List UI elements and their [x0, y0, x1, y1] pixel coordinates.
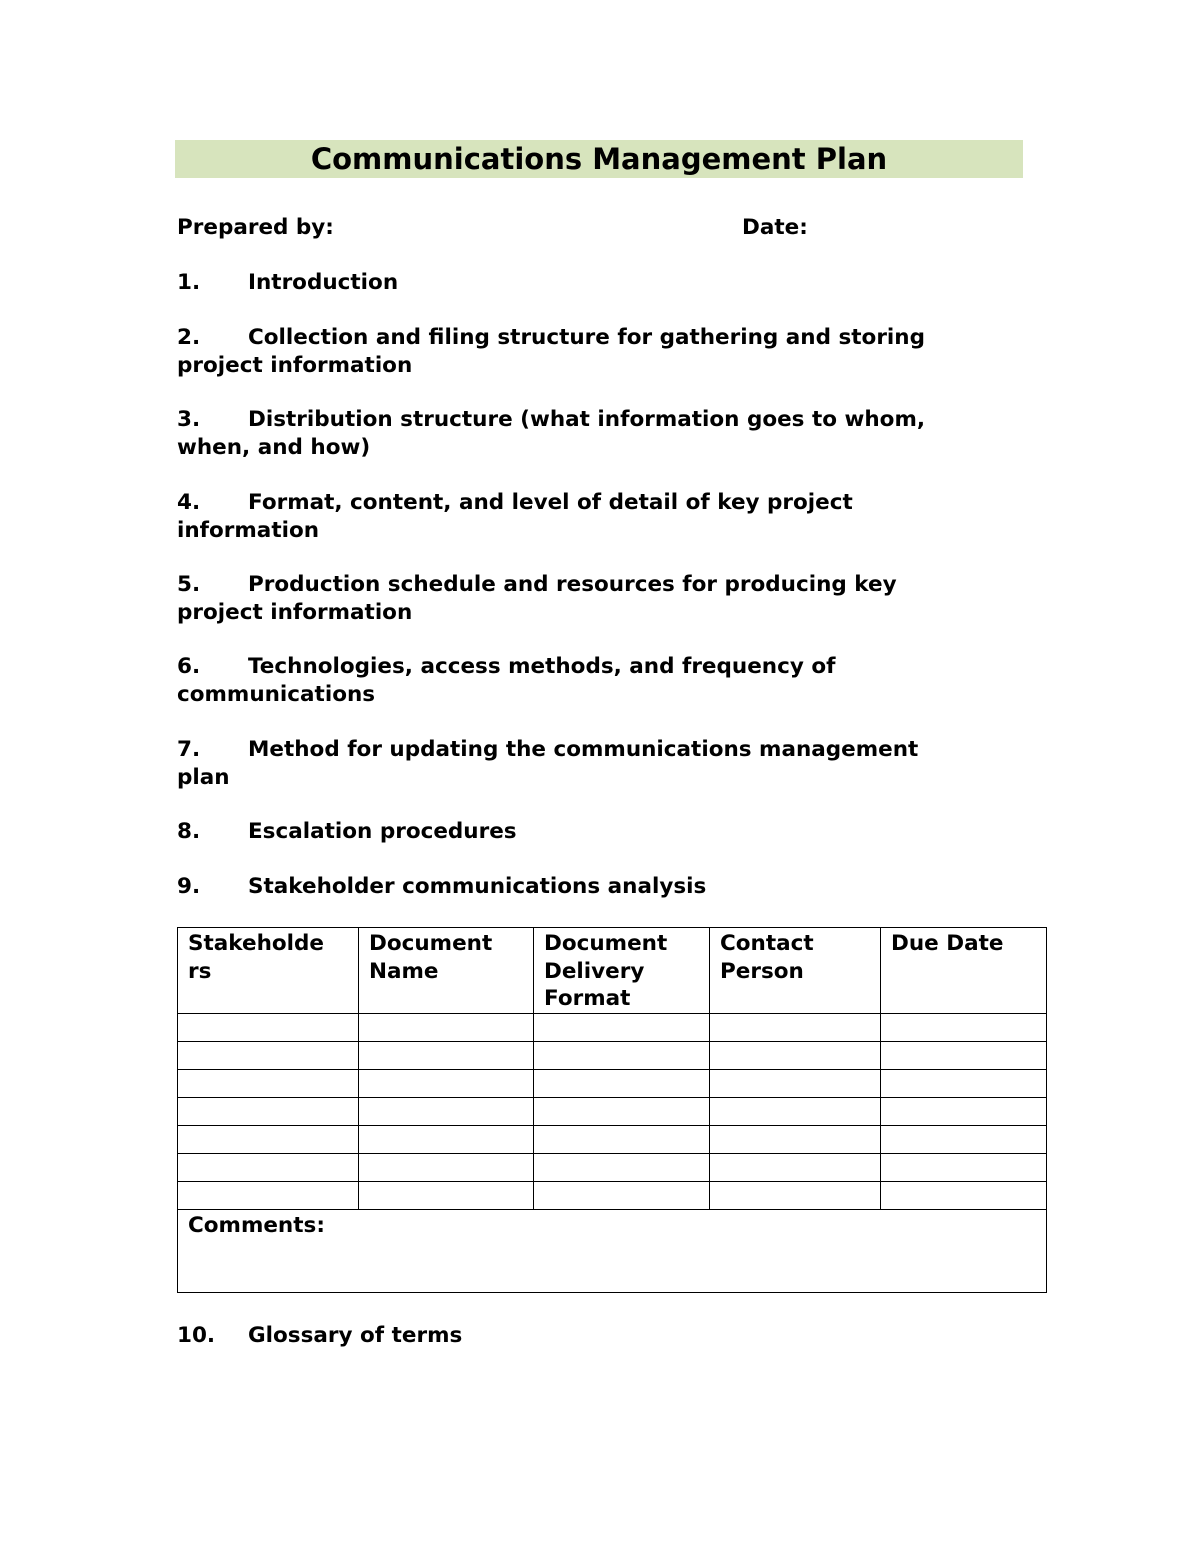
section-6 [177, 653, 1017, 709]
date-label: Date: [742, 215, 808, 240]
section-1 [177, 269, 1017, 297]
section-3 [177, 406, 1017, 462]
table-cell[interactable] [359, 1013, 534, 1041]
section-heading-continued: when, and how) [177, 435, 371, 460]
table-row [178, 1181, 1047, 1209]
comments-label: Comments: [188, 1212, 325, 1238]
section-7 [177, 736, 1017, 792]
table-cell[interactable] [710, 1181, 881, 1209]
section-heading: Technologies, access methods, and frequency of [248, 654, 836, 679]
section-5 [177, 571, 1017, 627]
section-heading-continued: plan [177, 765, 230, 790]
stakeholder-communications-table [177, 927, 1047, 1293]
header-document-name: Document Name [359, 928, 534, 1014]
table-cell[interactable] [359, 1125, 534, 1153]
section-number: 8. [177, 819, 201, 844]
table-cell[interactable] [178, 1013, 359, 1041]
section-10 [177, 1322, 1017, 1350]
section-heading: Format, content, and level of detail of key project [248, 490, 853, 515]
table-row [178, 1097, 1047, 1125]
table-cell[interactable] [178, 1097, 359, 1125]
section-heading-continued: project information [177, 353, 413, 378]
table-cell[interactable] [178, 1125, 359, 1153]
section-number: 9. [177, 874, 201, 899]
table-cell[interactable] [359, 1069, 534, 1097]
table-header-row [178, 928, 1047, 1014]
section-number: 7. [177, 737, 201, 762]
section-2 [177, 324, 1017, 380]
header-document-delivery-format: Document Delivery Format [534, 928, 710, 1014]
section-number: 10. [177, 1323, 216, 1348]
table-cell[interactable] [710, 1097, 881, 1125]
section-heading-continued: information [177, 518, 320, 543]
table-cell[interactable] [534, 1125, 710, 1153]
table-row [178, 1041, 1047, 1069]
section-number: 2. [177, 325, 201, 350]
table-cell[interactable] [178, 1181, 359, 1209]
section-8 [177, 818, 1017, 846]
table-cell[interactable] [178, 1153, 359, 1181]
table-cell[interactable] [178, 1069, 359, 1097]
header-due-date: Due Date [881, 928, 1047, 1014]
table-row [178, 1153, 1047, 1181]
section-heading-continued: communications [177, 682, 376, 707]
table-cell[interactable] [534, 1069, 710, 1097]
section-heading: Distribution structure (what information goes to whom, [248, 407, 926, 432]
section-number: 6. [177, 654, 201, 679]
section-number: 5. [177, 572, 201, 597]
section-heading: Stakeholder communications analysis [248, 874, 707, 899]
section-number: 4. [177, 490, 201, 515]
table-cell[interactable] [710, 1153, 881, 1181]
table-cell[interactable] [710, 1125, 881, 1153]
table-cell[interactable] [359, 1097, 534, 1125]
document-title: Communications Management Plan [175, 140, 1023, 178]
table-cell[interactable] [881, 1013, 1047, 1041]
comments-cell[interactable] [178, 1209, 1047, 1292]
section-heading: Collection and filing structure for gathering and storing [248, 325, 925, 350]
table-cell[interactable] [359, 1181, 534, 1209]
section-heading: Escalation procedures [248, 819, 517, 844]
table-cell[interactable] [881, 1181, 1047, 1209]
table-cell[interactable] [710, 1069, 881, 1097]
section-4 [177, 489, 1017, 545]
table-cell[interactable] [534, 1181, 710, 1209]
comments-row [178, 1209, 1047, 1292]
section-heading: Introduction [248, 270, 399, 295]
table-row [178, 1069, 1047, 1097]
table-cell[interactable] [178, 1041, 359, 1069]
section-heading: Production schedule and resources for producing key [248, 572, 897, 597]
table-row [178, 1125, 1047, 1153]
section-number: 1. [177, 270, 201, 295]
table-cell[interactable] [881, 1097, 1047, 1125]
table-cell[interactable] [534, 1013, 710, 1041]
table-cell[interactable] [881, 1069, 1047, 1097]
table-row [178, 1013, 1047, 1041]
table-cell[interactable] [359, 1041, 534, 1069]
table-cell[interactable] [534, 1041, 710, 1069]
section-9 [177, 873, 1017, 901]
table-cell[interactable] [359, 1153, 534, 1181]
table-cell[interactable] [710, 1041, 881, 1069]
section-heading: Method for updating the communications management [248, 737, 919, 762]
header-stakeholders: Stakeholde rs [178, 928, 359, 1014]
prepared-by-label: Prepared by: [177, 215, 334, 240]
section-heading-continued: project information [177, 600, 413, 625]
table-cell[interactable] [710, 1013, 881, 1041]
section-number: 3. [177, 407, 201, 432]
table-cell[interactable] [534, 1153, 710, 1181]
section-heading: Glossary of terms [248, 1323, 463, 1348]
table-cell[interactable] [534, 1097, 710, 1125]
table-cell[interactable] [881, 1153, 1047, 1181]
table-cell[interactable] [881, 1041, 1047, 1069]
header-contact-person: Contact Person [710, 928, 881, 1014]
table-cell[interactable] [881, 1125, 1047, 1153]
